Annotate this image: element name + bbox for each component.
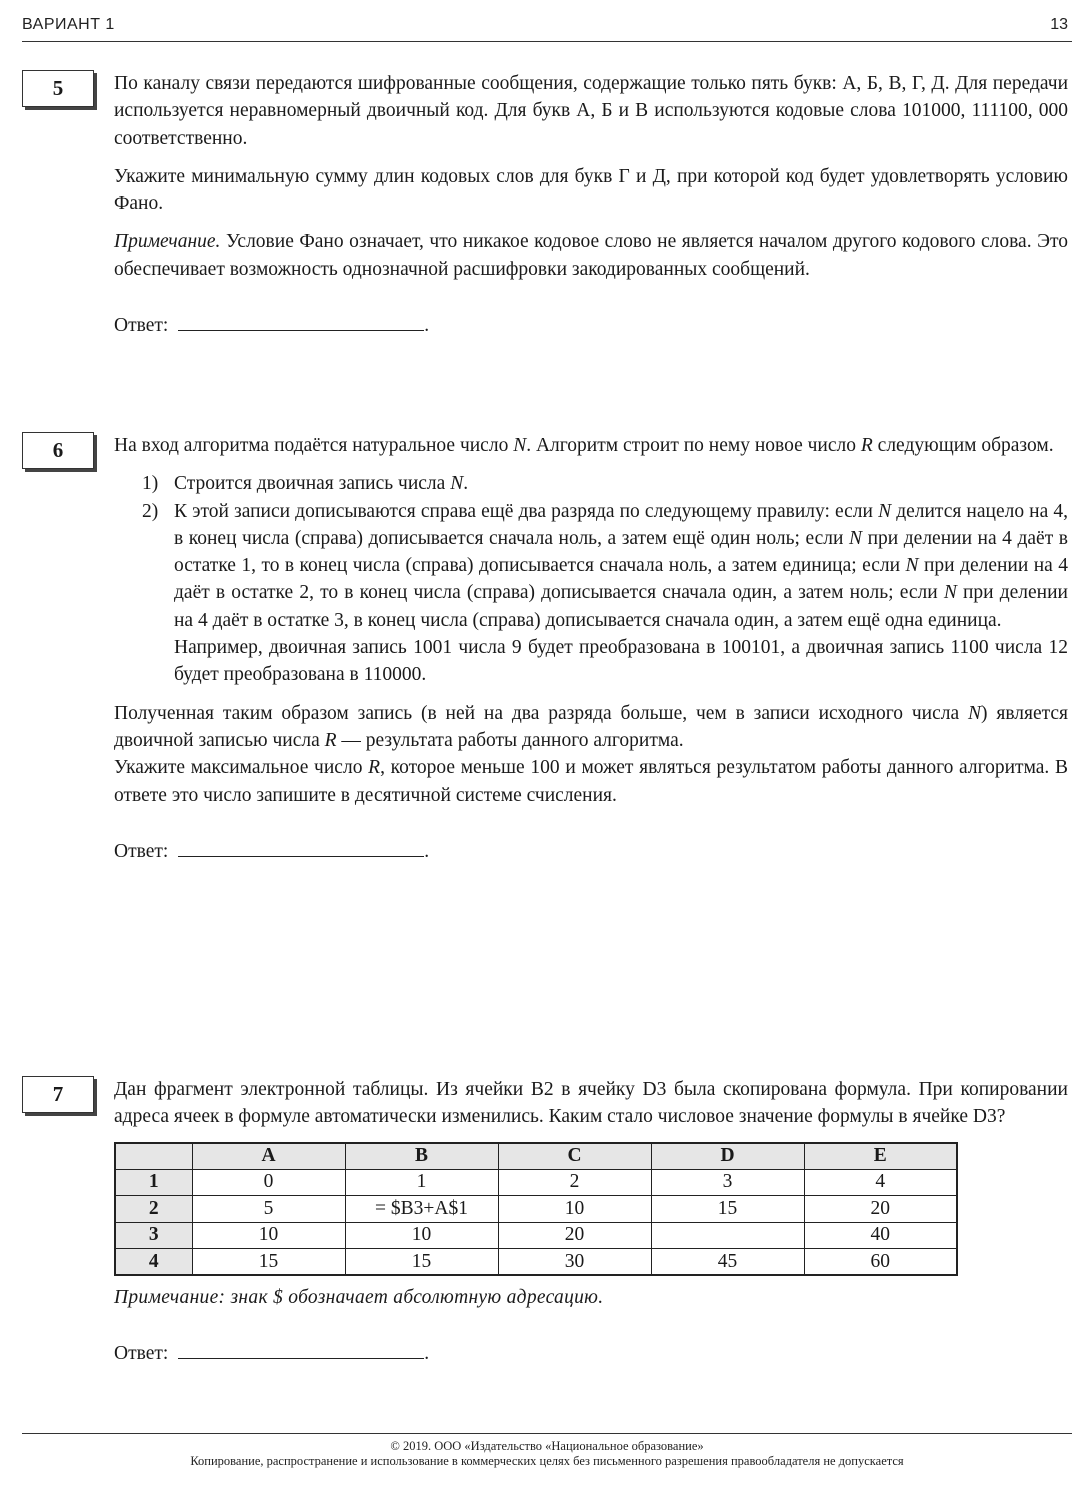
copyright-notice: Копирование, распространение и использование в коммерческих целях без письменного разрешения правообладателя не допускается xyxy=(190,1454,904,1468)
variable-r: R xyxy=(324,729,337,751)
table-row xyxy=(115,1169,957,1196)
variable-n: N xyxy=(450,473,464,495)
page-number: 13 xyxy=(1050,16,1068,33)
table-cell: 10 xyxy=(345,1222,498,1249)
text-run: На вход алгоритма подаётся натуральное число xyxy=(114,435,514,456)
table-cell: 2 xyxy=(498,1169,651,1196)
steps-list xyxy=(142,470,1068,688)
note-label: Примечание. xyxy=(114,231,221,253)
text-run: при делении на 4 даёт в остатке 2, то в конец числа (справа) дописывается сначала один, а затем ноль; если xyxy=(174,555,1069,604)
column-header: E xyxy=(804,1143,957,1170)
row-header: 4 xyxy=(115,1249,192,1276)
table-cell: 1 xyxy=(345,1169,498,1196)
row-header: 2 xyxy=(115,1196,192,1223)
task-number-box: 6 xyxy=(22,432,94,469)
column-header: C xyxy=(498,1143,651,1170)
answer-label: Ответ: xyxy=(114,840,169,862)
table-cell: 10 xyxy=(498,1196,651,1223)
row-header: 3 xyxy=(115,1222,192,1249)
answer-field[interactable] xyxy=(178,311,424,331)
task-paragraph xyxy=(114,754,1068,809)
answer-row xyxy=(114,311,1068,339)
task-paragraph: По каналу связи передаются шифрованные сообщения, содержащие только пять букв: А, Б, В, Г, Д. Для передачи используется неравномерный двоичный код. Для букв А, Б и В используются кодовые слова 101000, 111100, 000 соответственно. xyxy=(114,73,1068,149)
variable-r: R xyxy=(368,757,381,779)
table-cell: 15 xyxy=(651,1196,804,1223)
corner-cell xyxy=(115,1143,192,1170)
column-header: B xyxy=(345,1143,498,1170)
task-number-box: 5 xyxy=(22,70,94,107)
task-content xyxy=(114,70,1068,339)
table-row xyxy=(115,1196,957,1223)
list-marker: 1) xyxy=(142,473,159,495)
table-cell: 45 xyxy=(651,1249,804,1276)
answer-row xyxy=(114,1339,1068,1367)
row-header: 1 xyxy=(115,1169,192,1196)
page-footer xyxy=(22,1433,1072,1469)
answer-dot: . xyxy=(424,840,430,862)
variable-r: R xyxy=(860,435,873,456)
task-paragraph: Укажите минимальную сумму длин кодовых слов для букв Г и Д, при которой код будет удовлетворять условию Фано. xyxy=(114,165,1068,215)
table-cell: 4 xyxy=(804,1169,957,1196)
list-item xyxy=(142,470,1068,497)
note-text: Условие Фано означает, что никакое кодовое слово не является началом другого кодового слова. Это обеспечивает возможность однозначной расшифровки закодированных сообщений. xyxy=(114,231,1068,280)
table-cell: 20 xyxy=(804,1196,957,1223)
task-paragraph: Дан фрагмент электронной таблицы. Из ячейки B2 в ячейку D3 была скопирована формула. При копировании адреса ячеек в формуле автоматически изменились. Каким стало числовое значение формулы в ячейке D3? xyxy=(114,1079,1068,1128)
table-cell: 15 xyxy=(192,1249,345,1276)
empty-cell xyxy=(651,1222,804,1249)
variant-label: ВАРИАНТ 1 xyxy=(22,16,115,33)
text-run: делится нацело на 4, в конец числа (справа) дописывается сначала ноль, а затем ещё один ноль; если xyxy=(174,500,1068,549)
column-header: A xyxy=(192,1143,345,1170)
table-row xyxy=(115,1222,957,1249)
text-run: ) является двоичной записью числа xyxy=(114,702,1069,751)
text-run: Строится двоичная запись числа xyxy=(174,473,451,495)
variable-n: N xyxy=(905,555,919,577)
answer-field[interactable] xyxy=(178,837,424,857)
spreadsheet-table xyxy=(114,1142,958,1277)
text-run: — результата работы данного алгоритма. xyxy=(336,729,684,751)
task-paragraph xyxy=(114,432,1068,459)
answer-dot: . xyxy=(424,315,430,337)
page-header xyxy=(22,14,1072,42)
variable-n: N xyxy=(849,527,863,549)
task-note: Примечание: знак $ обозначает абсолютную адресацию. xyxy=(114,1287,604,1309)
text-run: . xyxy=(463,473,469,495)
text-run: следующим образом. xyxy=(872,435,1054,456)
task-number-box: 7 xyxy=(22,1076,94,1113)
text-run: при делении на 4 даёт в остатке 3, в конец числа (справа) дописывается сначала один, а затем ещё одна единица. xyxy=(174,582,1068,631)
list-item xyxy=(142,498,1068,689)
task-paragraph xyxy=(114,700,1068,755)
variable-n: N xyxy=(943,582,957,604)
text-run: . Алгоритм строит по нему новое число xyxy=(526,435,861,456)
copyright-line: © 2019. ООО «Издательство «Национальное образование» xyxy=(390,1439,704,1453)
table-cell: 60 xyxy=(804,1249,957,1276)
table-cell: 15 xyxy=(345,1249,498,1276)
table-cell: 30 xyxy=(498,1249,651,1276)
table-cell: 5 xyxy=(192,1196,345,1223)
answer-field[interactable] xyxy=(178,1339,424,1359)
list-marker: 2) xyxy=(142,500,159,522)
answer-row xyxy=(114,837,1068,865)
task-content xyxy=(114,432,1068,865)
text-run: Укажите максимальное число xyxy=(114,757,369,779)
example-text: Например, двоичная запись 1001 числа 9 будет преобразована в 100101, а двоичная запись 1100 числа 12 будет преобразована в 110000. xyxy=(174,637,1068,686)
table-cell: 10 xyxy=(192,1222,345,1249)
text-run: при делении на 4 даёт в остатке 1, то в конец числа (справа) дописывается сначала ноль, а затем единица; если xyxy=(174,527,1068,577)
text-run: К этой записи дописываются справа ещё два разряда по следующему правилу: если xyxy=(174,500,879,522)
task-note xyxy=(114,228,1068,283)
table-header-row xyxy=(115,1143,957,1170)
text-run: Полученная таким образом запись (в ней на два разряда больше, чем в записи исходного числа xyxy=(114,702,968,724)
variable-n: N xyxy=(513,435,527,456)
table-cell: 3 xyxy=(651,1169,804,1196)
table-cell: 0 xyxy=(192,1169,345,1196)
answer-label: Ответ: xyxy=(114,1343,169,1365)
column-header: D xyxy=(651,1143,804,1170)
answer-label: Ответ: xyxy=(114,315,169,337)
formula-cell: = $B3+A$1 xyxy=(345,1196,498,1223)
task-content xyxy=(114,1076,1068,1368)
answer-dot: . xyxy=(424,1343,430,1365)
variable-n: N xyxy=(878,500,892,522)
variable-n: N xyxy=(967,702,981,724)
table-row xyxy=(115,1249,957,1276)
table-cell: 20 xyxy=(498,1222,651,1249)
text-run: , которое меньше 100 и может являться результатом работы данного алгоритма. В ответе это число запишите в десятичной системе счисления. xyxy=(114,757,1068,806)
table-cell: 40 xyxy=(804,1222,957,1249)
